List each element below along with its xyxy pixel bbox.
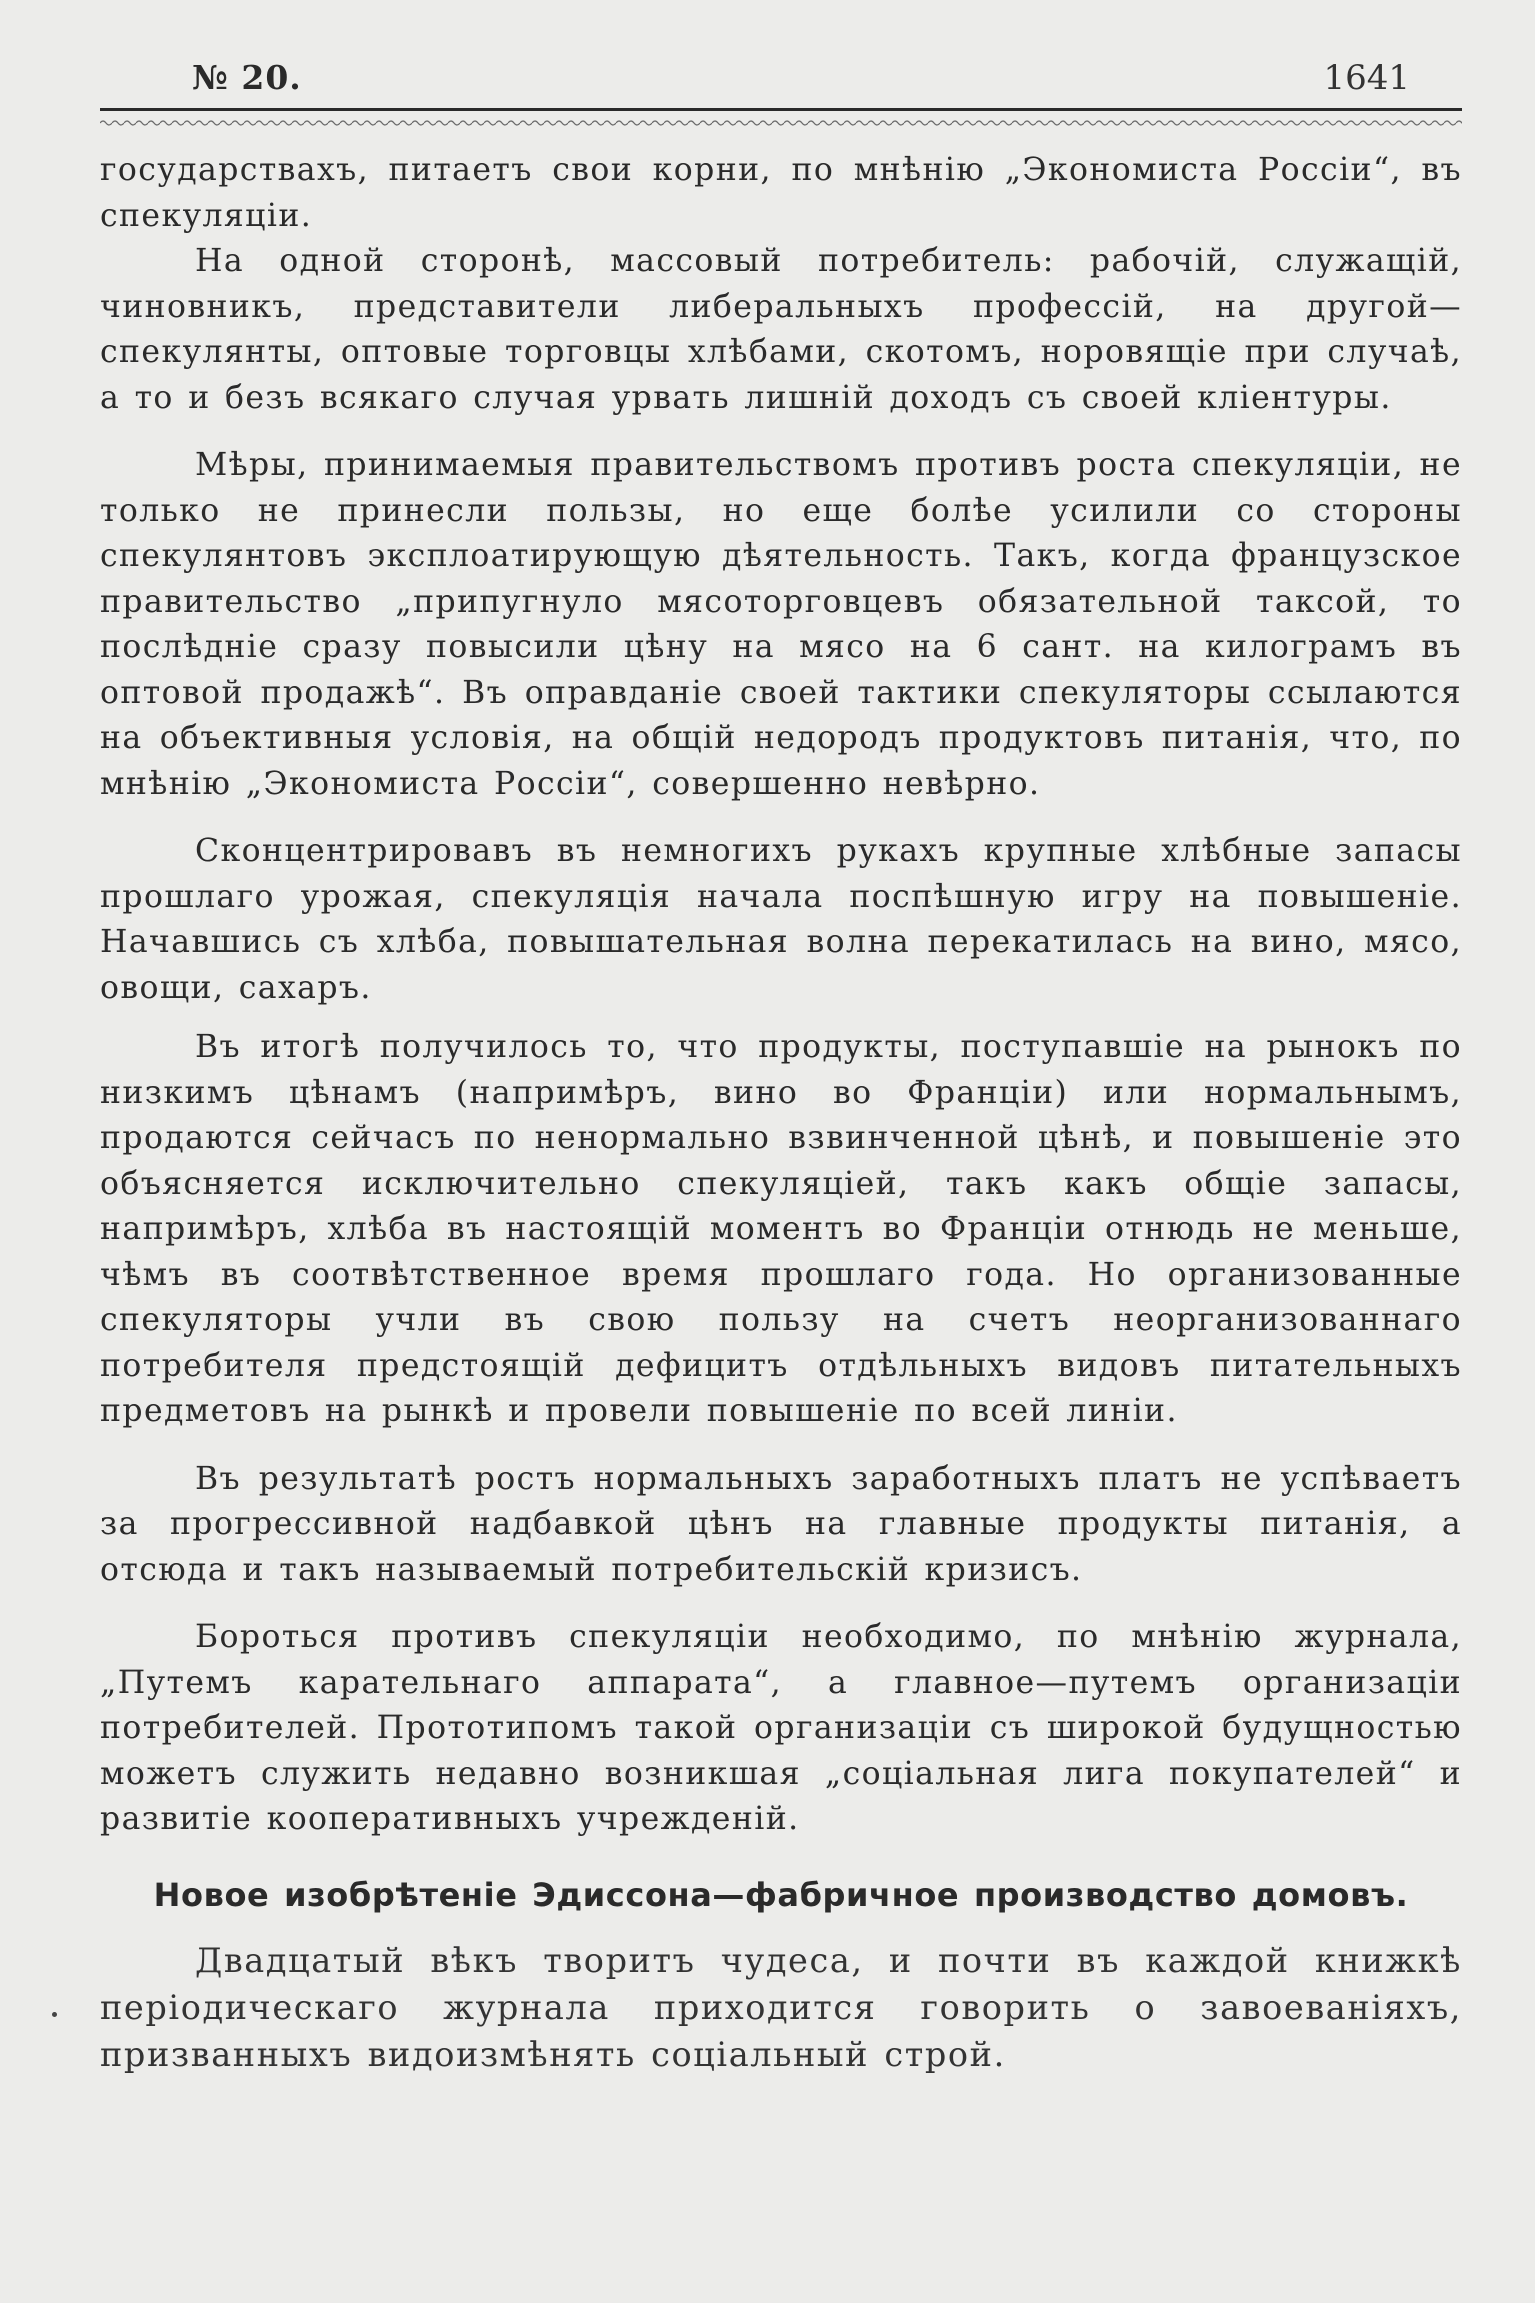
- page-number: 1641: [1323, 58, 1410, 98]
- article-body: [100, 148, 1462, 2078]
- section-paragraph: Двадцатый вѣкъ творитъ чудеса, и почти въ каждой книжкѣ періодическаго журнала приходится говорить о завоеваніяхъ, призванныхъ видоизмѣнять соціальный строй.: [100, 1940, 1462, 2074]
- paragraph-7: Бороться противъ спекуляціи необходимо, по мнѣнію журнала, „Путемъ карательнаго аппарата“, а главное—путемъ организаціи потребителей. Прототипомъ такой организаціи съ широкой будущностью можетъ служить недавно возникшая „соціальная лига покупателей“ и развитіе кооперативныхъ учрежденій.: [100, 1619, 1462, 1837]
- paragraph-5: Въ итогѣ получилось то, что продукты, поступавшіе на рынокъ по низкимъ цѣнамъ (напримѣръ, вино во Франціи) или нормальнымъ, продаются сейчасъ по ненормально взвинченной цѣнѣ, и повышеніе это объясняется исключительно спекуляціей, такъ какъ общіе запасы, напримѣръ, хлѣба въ настоящій моментъ во Франціи отнюдь не меньше, чѣмъ въ соотвѣтственное время прошлаго года. Но организованные спекуляторы учли въ свою пользу на счетъ неорганизованнаго потребителя предстоящій дефицитъ отдѣльныхъ видовъ питательныхъ предметовъ на рынкѣ и провели повышеніе по всей линіи.: [100, 1029, 1462, 1429]
- paragraph-3: Мѣры, принимаемыя правительствомъ противъ роста спекуляціи, не только не принесли пользы, но еще болѣе усилили со стороны спекулянтовъ эксплоатирующую дѣятельность. Такъ, когда французское правительство „припугнуло мясоторговцевъ обязательной таксой, то послѣдніе сразу повысили цѣну на мясо на 6 сант. на килограмъ въ оптовой продажѣ“. Въ оправданіе своей тактики спекуляторы ссылаются на объективныя условія, на общій недородъ продуктовъ питанія, что, по мнѣнію „Экономиста Россіи“, совершенно невѣрно.: [100, 447, 1462, 802]
- header-ornament: [100, 116, 1462, 130]
- section-heading: Новое изобрѣтеніе Эдиссона—фабричное производство домовъ.: [153, 1875, 1409, 1914]
- paragraph-6: Въ результатѣ ростъ нормальныхъ заработныхъ платъ не успѣваетъ за прогрессивной надбавкой цѣнъ на главные продукты питанія, а отсюда и такъ называемый потребительскій кризисъ.: [100, 1460, 1462, 1588]
- paragraph-2: На одной сторонѣ, массовый потребитель: рабочій, служащій, чиновникъ, представители либеральныхъ профессій, на другой—спекулянты, оптовые торговцы хлѣбами, скотомъ, норовящіе при случаѣ, а то и безъ всякаго случая урвать лишній доходъ съ своей кліентуры.: [100, 243, 1462, 416]
- paragraph-4: Сконцентрировавъ въ немногихъ рукахъ крупные хлѣбные запасы прошлаго урожая, спекуляція начала поспѣшную игру на повышеніе. Начавшись съ хлѣба, повышательная волна перекатилась на вино, мясо, овощи, сахаръ.: [100, 833, 1462, 1006]
- issue-number: № 20.: [192, 58, 302, 97]
- paragraph-1: государствахъ, питаетъ свои корни, по мнѣнію „Экономиста Россіи“, въ спекуляціи.: [100, 152, 1462, 234]
- header-rule: [100, 108, 1462, 111]
- margin-dot: [52, 2012, 57, 2017]
- page-header: [100, 58, 1462, 108]
